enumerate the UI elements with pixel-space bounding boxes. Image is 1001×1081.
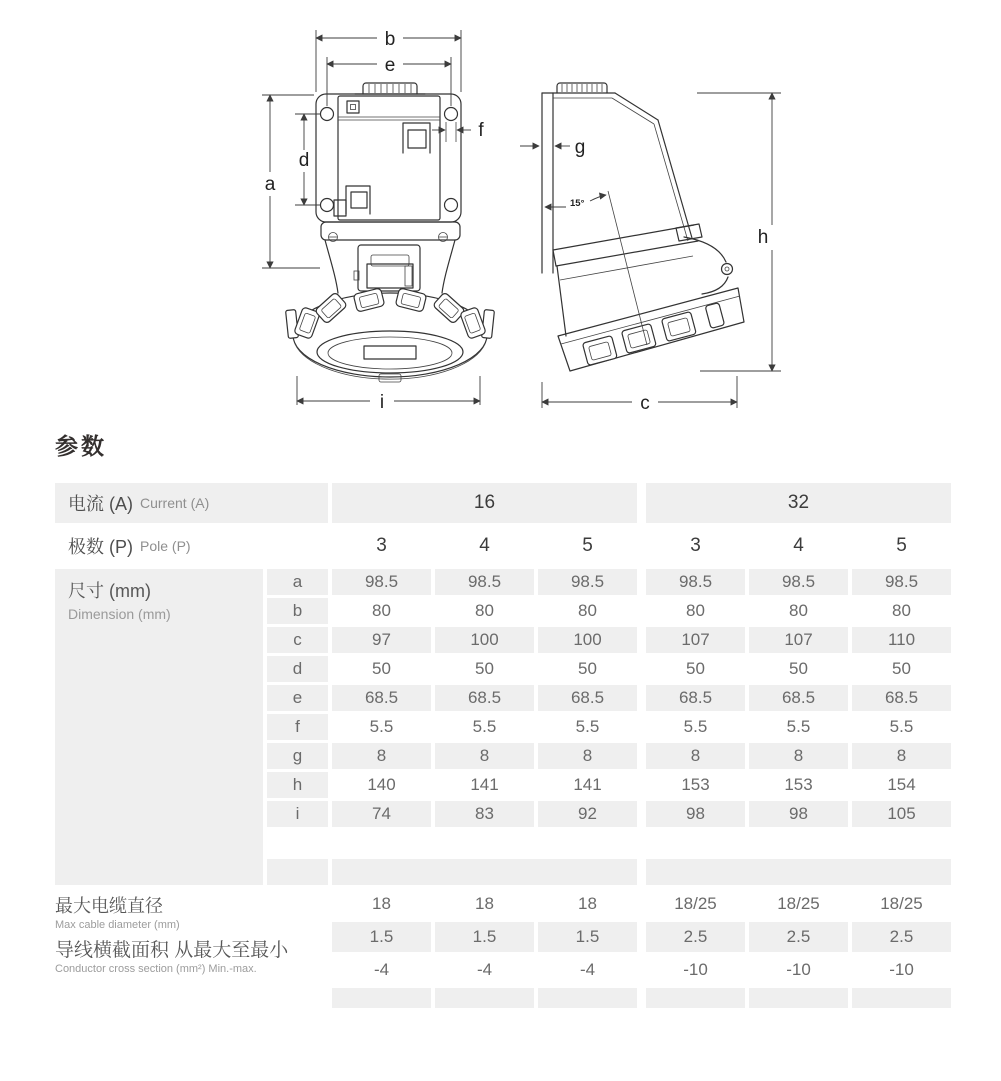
conductor-label (55, 935, 328, 975)
current-row (55, 483, 953, 523)
front-latch (354, 245, 420, 291)
mounting-hole (445, 108, 458, 121)
conductor-min-value: 2.5 (646, 922, 745, 952)
dim-value: 153 (784, 775, 813, 794)
dimension-label-en: Dimension (mm) (68, 606, 171, 622)
dim-label-e: e (384, 55, 396, 76)
mounting-hole (321, 108, 334, 121)
dim-label-b: b (384, 29, 396, 50)
side-enclosure (553, 93, 692, 241)
dim-value: 5.5 (786, 717, 811, 736)
page-title: 参数 (55, 433, 107, 459)
dim-value: 80 (892, 601, 911, 620)
dim-value: 105 (852, 801, 951, 827)
conductor-max-value: -4 (476, 960, 493, 979)
pole-row-label (55, 526, 328, 566)
dim-value: 153 (681, 775, 710, 794)
dim-value: 5.5 (889, 717, 914, 736)
front-panel (338, 96, 440, 220)
pole-label-en: Pole (P) (140, 538, 191, 554)
cable-value: 18/25 (777, 894, 820, 913)
dim-value: 98.5 (332, 569, 431, 595)
dim-value: 8 (332, 743, 431, 769)
dim-value: 98.5 (749, 569, 848, 595)
front-flange (321, 222, 460, 242)
dimension-c (542, 376, 737, 414)
conductor-min-value: 1.5 (435, 922, 534, 952)
dim-key: d (267, 656, 328, 682)
dim-value: 5.5 (683, 717, 708, 736)
dim-value: 8 (749, 743, 848, 769)
dim-value: 80 (475, 601, 494, 620)
dimension-angle (545, 195, 606, 209)
dim-key: a (267, 569, 328, 595)
dim-key: e (267, 685, 328, 711)
conductor-max-value: -4 (373, 960, 390, 979)
mounting-hole (321, 199, 334, 212)
dim-value: 50 (475, 659, 494, 678)
dim-value: 50 (892, 659, 911, 678)
dim-label-c: c (640, 393, 650, 414)
pole-value: 4 (479, 535, 490, 556)
dim-value: 5.5 (369, 717, 394, 736)
dim-value: 68.5 (538, 685, 637, 711)
conductor-label-zh: 导线横截面积 从最大至最小 (55, 940, 289, 961)
dim-value: 68.5 (435, 685, 534, 711)
dimension-e (327, 55, 451, 106)
mounting-hole (445, 199, 458, 212)
dim-value: 80 (578, 601, 597, 620)
dim-value: 83 (435, 801, 534, 827)
dim-value: 50 (578, 659, 597, 678)
dim-key: f (267, 714, 328, 740)
dim-value: 97 (332, 627, 431, 653)
dim-value: 8 (852, 743, 951, 769)
dimension-a (262, 95, 320, 268)
front-screw (347, 101, 359, 113)
dim-label-f: f (478, 120, 484, 141)
current-row-label (55, 483, 328, 523)
dim-value: 8 (646, 743, 745, 769)
side-axis-line (608, 191, 647, 345)
cable-value: 18 (578, 894, 597, 913)
dim-label-i: i (379, 392, 385, 413)
dim-value: 110 (852, 627, 951, 653)
parameter-table (55, 483, 953, 1008)
side-cap (553, 83, 615, 93)
pole-row (55, 526, 953, 566)
dim-value: 8 (435, 743, 534, 769)
dim-value: 80 (686, 601, 705, 620)
conductor-max-value: -10 (683, 960, 708, 979)
pole-value: 5 (582, 535, 593, 556)
conductor-max-value: -10 (889, 960, 914, 979)
conductor-label-en: Conductor cross section (mm²) Min.-max. (55, 963, 257, 975)
dimension-i (297, 376, 480, 413)
cable-label-en: Max cable diameter (mm) (55, 919, 180, 931)
pole-value: 4 (793, 535, 804, 556)
front-neck (325, 240, 338, 293)
dim-value: 98 (749, 801, 848, 827)
dim-value: 68.5 (852, 685, 951, 711)
dim-value: 68.5 (749, 685, 848, 711)
cable-diameter-label (55, 892, 328, 931)
dim-key: b (267, 598, 328, 624)
cable-value: 18/25 (880, 894, 923, 913)
pole-value: 3 (690, 535, 701, 556)
dim-key: g (267, 743, 328, 769)
front-knockout-right (403, 123, 430, 153)
pole-value: 5 (896, 535, 907, 556)
dim-value: 50 (686, 659, 705, 678)
dim-value: 107 (749, 627, 848, 653)
dim-key: c (267, 627, 328, 653)
dim-value: 80 (789, 601, 808, 620)
dim-value: 68.5 (332, 685, 431, 711)
dim-value: 8 (538, 743, 637, 769)
dim-value: 154 (887, 775, 916, 794)
conductor-min-value: 1.5 (538, 922, 637, 952)
current-group-16: 16 (332, 483, 637, 523)
front-view (262, 29, 494, 413)
front-cap (355, 83, 425, 94)
current-group-32: 32 (646, 483, 951, 523)
pole-value: 3 (376, 535, 387, 556)
dim-value: 68.5 (646, 685, 745, 711)
dim-value: 141 (573, 775, 602, 794)
dim-value: 107 (646, 627, 745, 653)
dim-value: 98 (646, 801, 745, 827)
technical-drawing-area (0, 0, 1001, 422)
dim-label-h: h (757, 227, 769, 248)
dimension-h (697, 93, 781, 371)
technical-drawing (0, 0, 1001, 422)
dim-value: 5.5 (575, 717, 600, 736)
side-view (520, 83, 781, 414)
dim-label-d: d (298, 150, 310, 171)
cable-value: 18 (372, 894, 391, 913)
dim-value: 141 (470, 775, 499, 794)
current-label-zh: 电流 (A) (68, 494, 133, 514)
dim-value: 98.5 (852, 569, 951, 595)
conductor-min-value: 2.5 (852, 922, 951, 952)
dim-value: 98.5 (646, 569, 745, 595)
front-knockout-left (334, 186, 370, 216)
conductor-min-value: 2.5 (749, 922, 848, 952)
dim-value: 50 (789, 659, 808, 678)
conductor-max-value: -4 (579, 960, 596, 979)
conductor-min-value: 1.5 (332, 922, 431, 952)
dimension-section (55, 569, 953, 885)
dim-key: h (267, 772, 328, 798)
dim-value: 98.5 (435, 569, 534, 595)
dimension-label-zh: 尺寸 (mm) (68, 581, 151, 601)
conductor-max-value: -10 (786, 960, 811, 979)
cable-label-zh: 最大电缆直径 (55, 896, 163, 916)
dim-value: 50 (372, 659, 391, 678)
side-locking-ring (558, 288, 744, 371)
dim-value: 92 (538, 801, 637, 827)
cable-section (55, 889, 953, 1008)
dimension-section-label (55, 569, 263, 885)
side-back-wall (542, 93, 553, 273)
dim-label-g: g (574, 137, 586, 158)
cable-value: 18 (475, 894, 494, 913)
pole-label-zh: 极数 (P) (68, 537, 133, 557)
cable-value: 18/25 (674, 894, 717, 913)
dim-value: 98.5 (538, 569, 637, 595)
dim-value: 74 (332, 801, 431, 827)
dim-value: 100 (435, 627, 534, 653)
current-label-en: Current (A) (140, 495, 210, 511)
dim-key: i (267, 801, 328, 827)
side-hinge (684, 237, 733, 294)
front-locking-ring (286, 288, 495, 382)
dim-value: 100 (538, 627, 637, 653)
dim-value: 80 (372, 601, 391, 620)
dim-value: 140 (367, 775, 396, 794)
dim-label-a: a (264, 174, 276, 195)
dim-value: 5.5 (472, 717, 497, 736)
bottom-empty-row (55, 988, 953, 1008)
dim-label-angle: 15° (570, 198, 585, 209)
